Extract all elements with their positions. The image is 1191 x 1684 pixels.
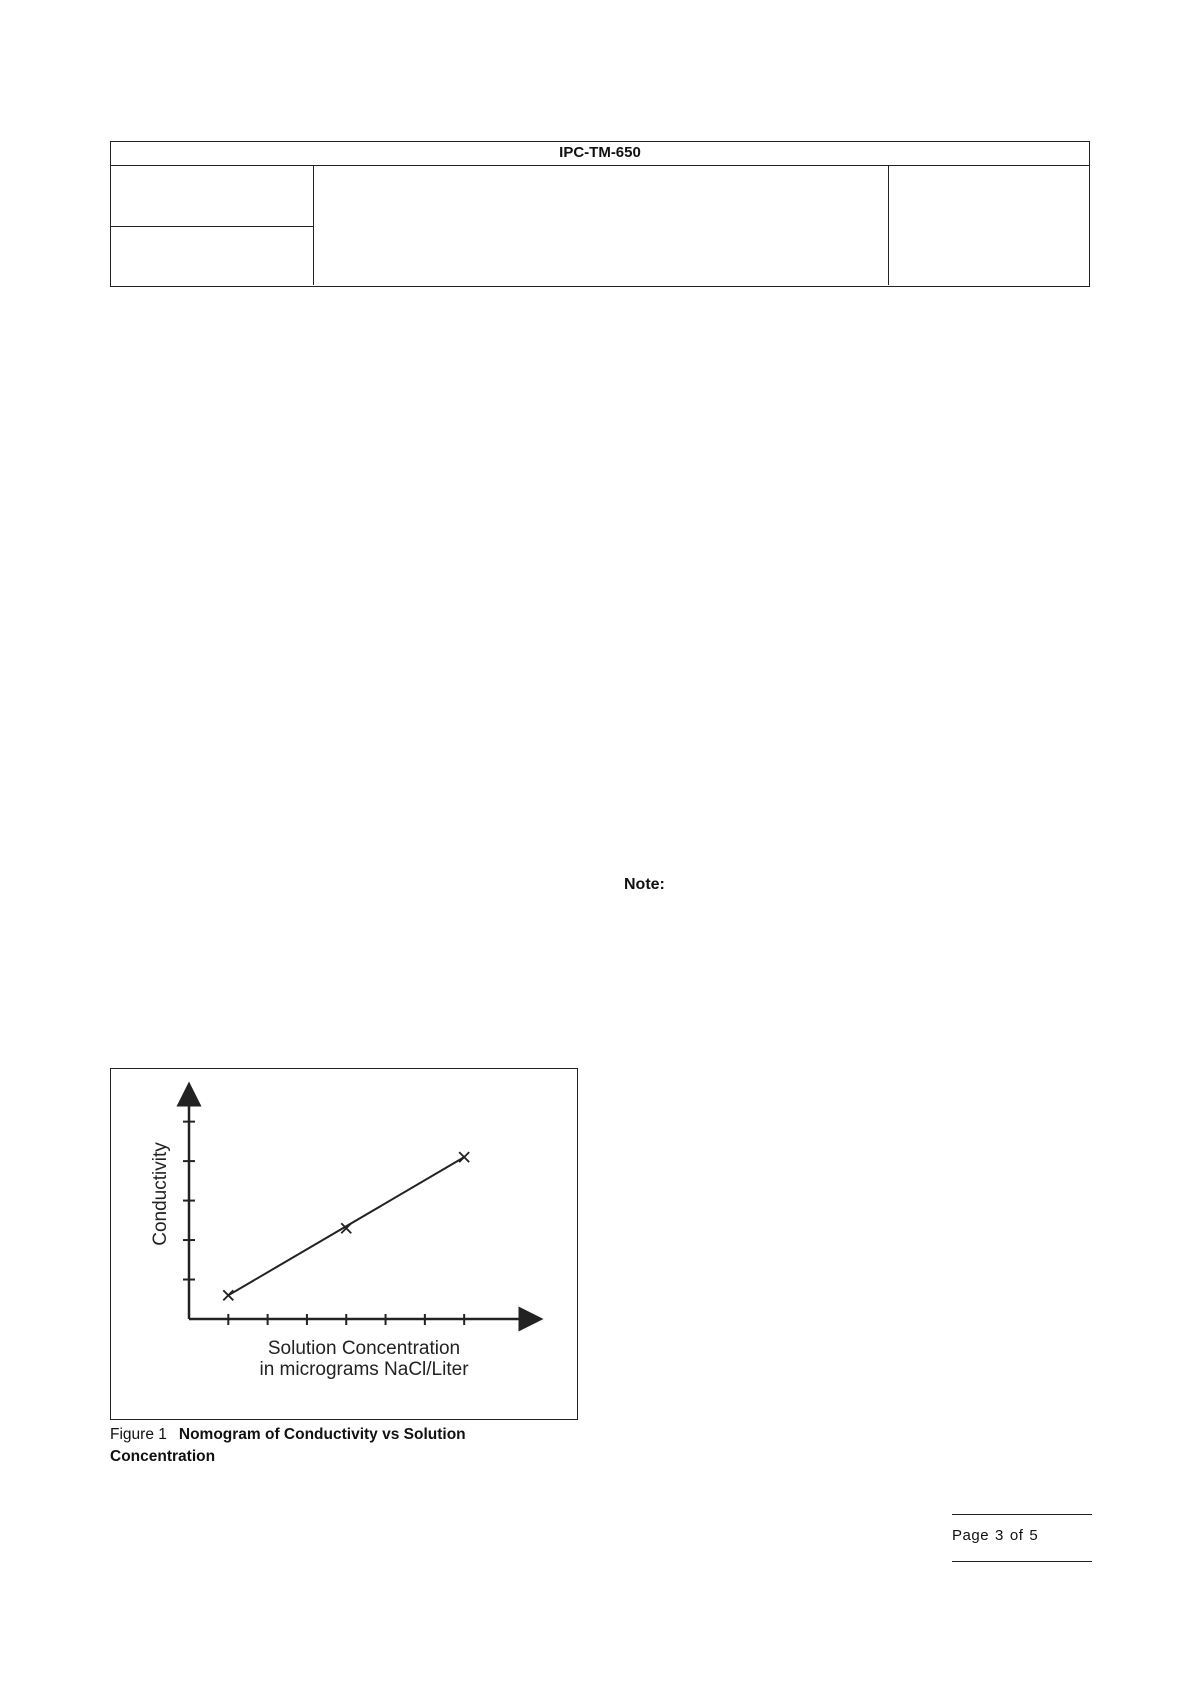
- trend-line: [228, 1157, 464, 1295]
- note-label: Note:: [624, 876, 665, 893]
- data-point-marker: [223, 1290, 233, 1300]
- x-axis-label-line-1: Solution Concentration: [267, 1338, 461, 1359]
- page-word: Page: [952, 1527, 990, 1544]
- document-title: IPC-TM-650: [111, 142, 1089, 166]
- figure-number: Figure 1: [110, 1426, 167, 1443]
- figure-caption-text: Nomogram of Conductivity vs Solution Concentration: [110, 1426, 466, 1465]
- page-number: [952, 1527, 1044, 1544]
- figure-1-box: [110, 1068, 578, 1420]
- x-axis-label-line-2: in micrograms NaCl/Liter: [259, 1359, 469, 1380]
- header-table: [110, 141, 1090, 287]
- header-cell-subject: [314, 166, 889, 285]
- page-current: 3: [995, 1527, 1004, 1544]
- figure-caption: [110, 1424, 530, 1468]
- footer-rule-top: [952, 1514, 1092, 1515]
- page-total: 5: [1029, 1527, 1039, 1544]
- footer-rule-bottom: [952, 1561, 1092, 1562]
- data-point-marker: [459, 1152, 469, 1162]
- y-axis-label: Conductivity: [150, 1142, 171, 1246]
- header-cell-date: [111, 227, 314, 285]
- header-cell-number: [111, 166, 314, 227]
- conductivity-nomogram-chart: [111, 1069, 577, 1419]
- page-of: of: [1009, 1527, 1024, 1544]
- header-cell-revision: [889, 166, 1088, 285]
